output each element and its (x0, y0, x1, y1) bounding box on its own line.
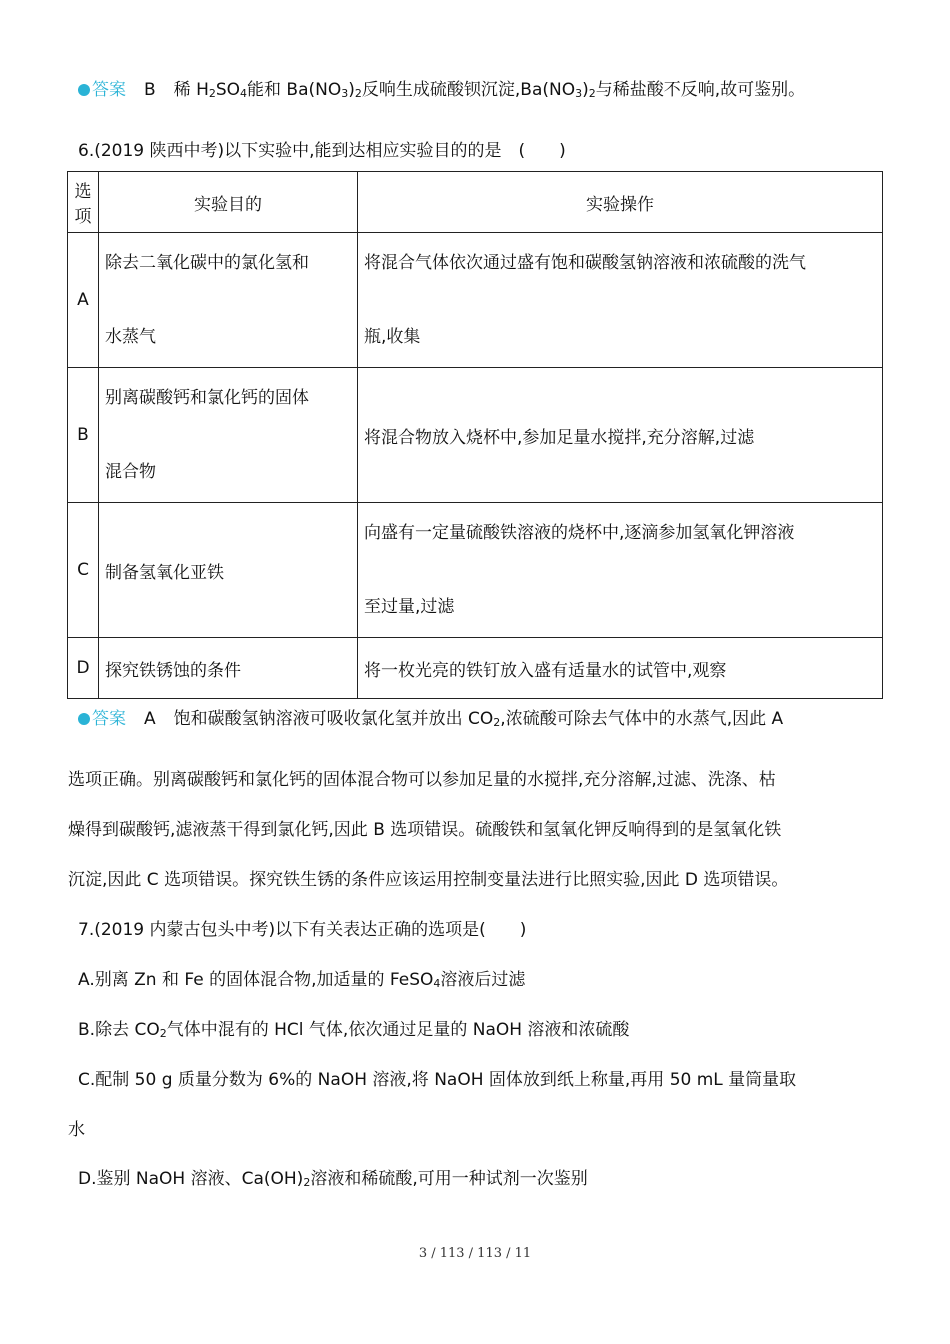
row-option: A (68, 233, 99, 368)
table-row (68, 233, 883, 368)
question-7-stem: 7.(2019 内蒙古包头中考)以下有关表达正确的选项是( ) (78, 920, 527, 940)
page-number: 3 / 113 / 113 / 11 (418, 1246, 532, 1261)
table-header-row (68, 172, 883, 233)
row-purpose: 除去二氧化碳中的氯化氢和 水蒸气 (99, 233, 358, 368)
table-row (68, 368, 883, 503)
row-operation: 将混合气体依次通过盛有饱和碳酸氢钠溶液和浓硫酸的洗气 瓶,收集 (358, 233, 883, 368)
row-purpose: 探究铁锈蚀的条件 (99, 638, 358, 699)
question-6-stem: 6.(2019 陕西中考)以下实验中,能到达相应实验目的的是 ( ) (78, 141, 566, 161)
row-option: C (68, 503, 99, 638)
table-row (68, 503, 883, 638)
answer-choice: A (144, 709, 156, 729)
question-7-option-a: A.别离 Zn 和 Fe 的固体混合物,加适量的 FeSO$_4$溶液后过滤 (78, 970, 526, 990)
row-option: D (68, 638, 99, 699)
question-6-table (67, 171, 883, 699)
question-7-option-d: D.鉴别 NaOH 溶液、$Ca(OH)_2$溶液和稀硫酸,可用一种试剂一次鉴别 (78, 1169, 588, 1189)
header-option: 选项 (68, 172, 99, 233)
row-purpose: 别离碳酸钙和氯化钙的固体 混合物 (99, 368, 358, 503)
answer-tag: 答案 (78, 75, 126, 100)
answer-6-line-2: 选项正确。别离碳酸钙和氯化钙的固体混合物可以参加足量的水搅拌,充分溶解,过滤、洗涤、枯 (68, 770, 776, 790)
answer-icon (78, 84, 90, 96)
header-operation: 实验操作 (358, 172, 883, 233)
row-operation: 将一枚光亮的铁钉放入盛有适量水的试管中,观察 (358, 638, 883, 699)
question-7-option-c: C.配制 50 g 质量分数为 6%的 NaOH 溶液,将 NaOH 固体放到纸上称量,再用 50 mL 量筒量取 (78, 1070, 797, 1090)
answer-6-line-1: 答案 A 饱和碳酸氢钠溶液可吸收氯化氢并放出 $CO_2$,浓硫酸可除去气体中的水蒸气,因此 A (78, 704, 783, 729)
question-7-option-b: B.除去 $CO_2$气体中混有的 HCl 气体,依次通过足量的 NaOH 溶液和浓硫酸 (78, 1020, 630, 1040)
row-option: B (68, 368, 99, 503)
answer-6-line-4: 沉淀,因此 C 选项错误。探究铁生锈的条件应该运用控制变量法进行比照实验,因此 D 选项错误。 (68, 870, 789, 890)
row-operation: 将混合物放入烧杯中,参加足量水搅拌,充分溶解,过滤 (358, 368, 883, 503)
answer-tag: 答案 (78, 704, 126, 729)
answer-6-line-3: 燥得到碳酸钙,滤液蒸干得到氯化钙,因此 B 选项错误。硫酸铁和氢氧化钾反响得到的是氢氧化铁 (68, 820, 782, 840)
row-purpose: 制备氢氧化亚铁 (99, 503, 358, 638)
question-7-option-c-cont: 水 (68, 1120, 85, 1140)
answer-5-line: 答案 B 稀 $H_2SO_4$能和 $Ba(NO_3)_2$反响生成硫酸钡沉淀$,Ba(NO_3)_2$与稀盐酸不反响,故可鉴别。 (78, 75, 805, 100)
row-operation: 向盛有一定量硫酸铁溶液的烧杯中,逐滴参加氢氧化钾溶液 至过量,过滤 (358, 503, 883, 638)
answer-icon (78, 713, 90, 725)
table-row (68, 638, 883, 699)
header-purpose: 实验目的 (99, 172, 358, 233)
answer-choice: B (144, 80, 156, 100)
